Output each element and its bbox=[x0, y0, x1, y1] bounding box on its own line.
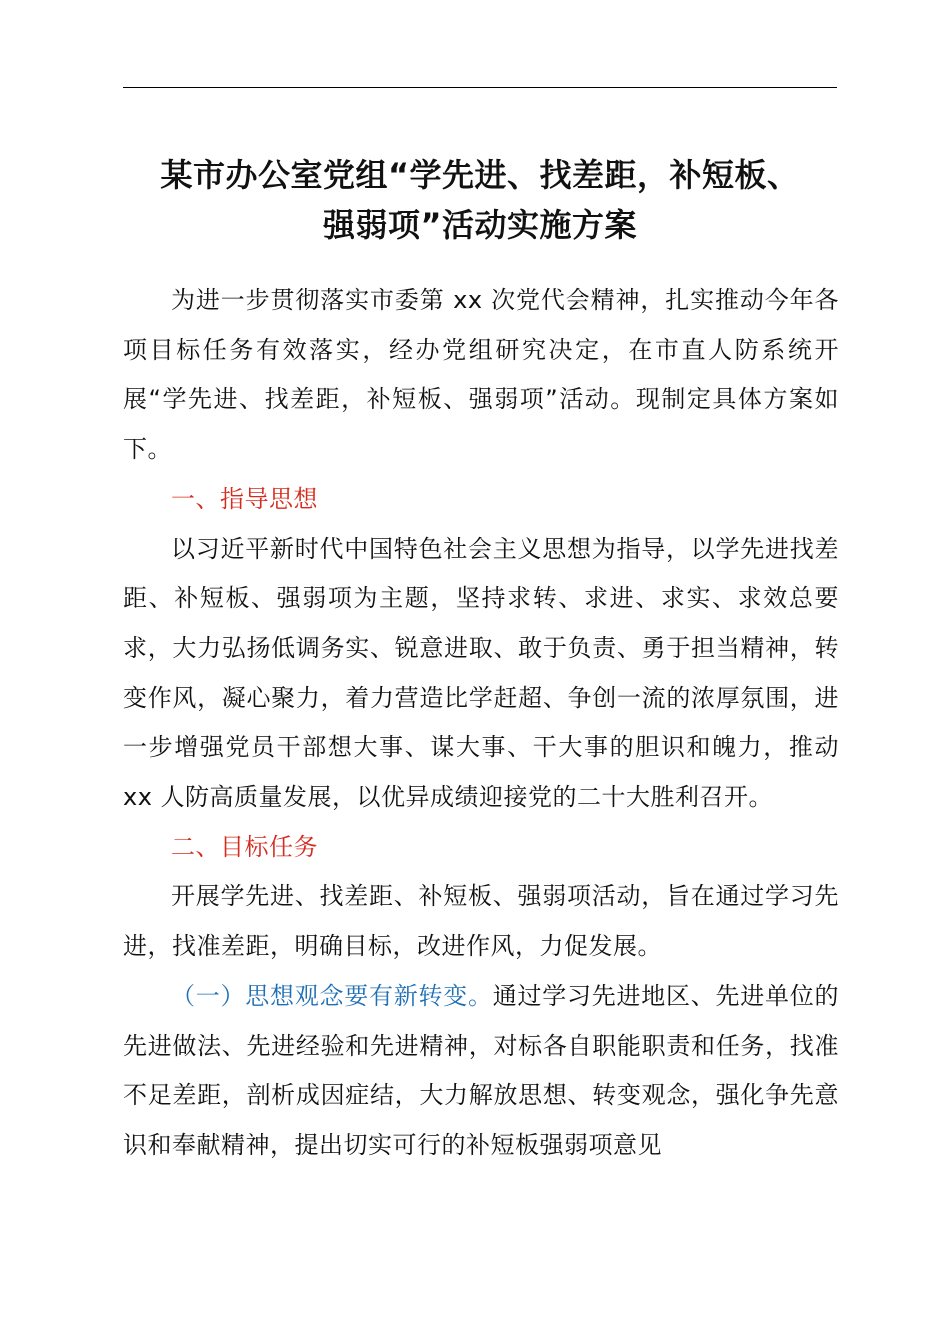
document-body bbox=[123, 276, 839, 1171]
intro-paragraph: 为进一步贯彻落实市委第 xx 次党代会精神，扎实推动今年各项目标任务有效落实，经办党组研究决定，在市直人防系统开展“学先进、找差距，补短板、强弱项”活动。现制定具体方案如下。 bbox=[123, 286, 839, 464]
subsection-paragraph-1 bbox=[123, 972, 839, 1171]
section-heading-guiding-thought: 一、指导思想 bbox=[171, 484, 318, 513]
document-title bbox=[100, 150, 860, 250]
title-line-1: 某市办公室党组“学先进、找差距，补短板、 bbox=[160, 156, 800, 194]
title-line-2: 强弱项”活动实施方案 bbox=[322, 206, 638, 244]
subsection-heading-1: （一）思想观念要有新转变。 bbox=[171, 981, 493, 1010]
guiding-thought-paragraph: 以习近平新时代中国特色社会主义思想为指导，以学先进找差距、补短板、强弱项为主题，坚持求转、求进、求实、求效总要求，大力弘扬低调务实、锐意进取、敢于负责、勇于担当精神，转变作风，凝心聚力，着力营造比学赶超、争创一流的浓厚氛围，进一步增强党员干部想大事、谋大事、干大事的胆识和魄力，推动 xx 人防高质量发展，以优异成绩迎接党的二十大胜利召开。 bbox=[123, 534, 839, 812]
subsection-body-1: 通过学习先进地区、先进单位的先进做法、先进经验和先进精神，对标各自职能职责和任务，找准不足差距，剖析成因症结，大力解放思想、转变观念，强化争先意识和奉献精神，提出切实可行的补短板强弱项意见 bbox=[123, 981, 839, 1159]
section-heading-objectives: 二、目标任务 bbox=[171, 832, 318, 861]
header-rule bbox=[123, 87, 837, 88]
objectives-paragraph: 开展学先进、找差距、补短板、强弱项活动，旨在通过学习先进，找准差距，明确目标，改进作风，力促发展。 bbox=[123, 882, 839, 961]
